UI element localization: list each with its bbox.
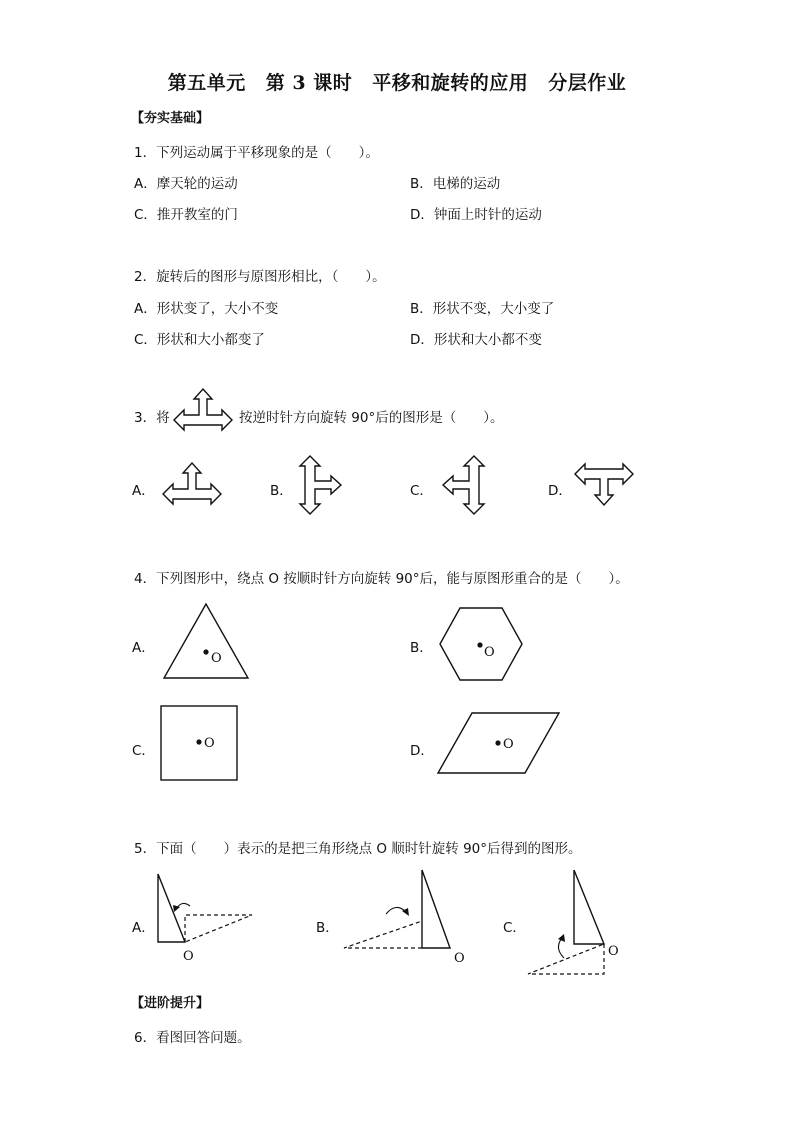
title-lesson: 第 3 课时	[265, 72, 353, 94]
q4-parallelogram	[436, 710, 562, 776]
q3-option-c[interactable]: C．	[410, 483, 433, 499]
q5-figure-a	[150, 870, 260, 965]
section-advanced: 【进阶提升】	[131, 996, 210, 1011]
question-4: 4．下列图形中，绕点 O 按顺时针方向旋转 90°后，能与原图形重合的是（ ）。	[134, 571, 629, 587]
q4-hexagon	[436, 605, 526, 683]
q5-figure-c	[524, 866, 634, 980]
section-basic: 【夯实基础】	[131, 111, 210, 126]
q4-point-a	[203, 649, 208, 654]
q5-option-c[interactable]: C．	[503, 920, 526, 936]
q4-label-d: O	[503, 737, 514, 752]
q3-option-d[interactable]: D．	[548, 483, 572, 499]
question-1: 1．下列运动属于平移现象的是（ ）。	[134, 145, 379, 161]
q4-label-c: O	[204, 736, 215, 751]
q4-triangle	[160, 600, 252, 682]
question-2: 2．旋转后的图形与原图形相比，（ ）。	[134, 269, 386, 285]
q4-point-d	[495, 740, 500, 745]
q5-option-a[interactable]: A．	[132, 920, 155, 936]
q5-label-c: O	[608, 944, 619, 959]
q3-option-b[interactable]: B．	[270, 483, 293, 499]
q4-point-c	[196, 739, 201, 744]
q2-option-a[interactable]: A．形状变了，大小不变	[134, 301, 279, 317]
q3-shape-b	[292, 452, 348, 518]
title-type: 分层作业	[548, 72, 627, 94]
q2-option-b[interactable]: B．形状不变，大小变了	[410, 301, 555, 317]
q5-label-a: O	[183, 949, 194, 964]
title-topic: 平移和旋转的应用	[372, 72, 529, 94]
question-3-end: 按逆时针方向旋转 90°后的图形是（ ）。	[239, 410, 504, 426]
q3-shape-c	[436, 452, 492, 518]
q4-option-b[interactable]: B．	[410, 640, 433, 656]
q4-point-b	[477, 642, 482, 647]
q5-label-b: O	[454, 951, 465, 966]
question-5: 5．下面（ ）表示的是把三角形绕点 O 顺时针旋转 90°后得到的图形。	[134, 841, 582, 857]
question-6: 6．看图回答问题。	[134, 1030, 251, 1046]
question-3-start: 3．将	[134, 410, 170, 426]
q1-option-b[interactable]: B．电梯的运动	[410, 176, 501, 192]
q4-option-c[interactable]: C．	[132, 743, 155, 759]
q4-label-a: O	[211, 651, 222, 666]
q2-option-c[interactable]: C．形状和大小都变了	[134, 332, 265, 348]
title-unit: 第五单元	[167, 72, 246, 94]
q2-option-d[interactable]: D．形状和大小都不变	[410, 332, 542, 348]
q4-square	[159, 704, 241, 782]
q1-option-a[interactable]: A．摩天轮的运动	[134, 176, 238, 192]
page-title	[0, 68, 794, 95]
q3-option-a[interactable]: A．	[132, 483, 155, 499]
q4-option-d[interactable]: D．	[410, 743, 434, 759]
q1-option-c[interactable]: C．推开教室的门	[134, 207, 238, 223]
q4-label-b: O	[484, 645, 495, 660]
q3-shape-a	[160, 460, 224, 508]
q5-option-b[interactable]: B．	[316, 920, 339, 936]
q3-original-shape	[172, 388, 234, 436]
q1-option-d[interactable]: D．钟面上时针的运动	[410, 207, 542, 223]
q5-figure-b	[340, 866, 470, 966]
q4-option-a[interactable]: A．	[132, 640, 155, 656]
q3-shape-d	[572, 460, 636, 510]
